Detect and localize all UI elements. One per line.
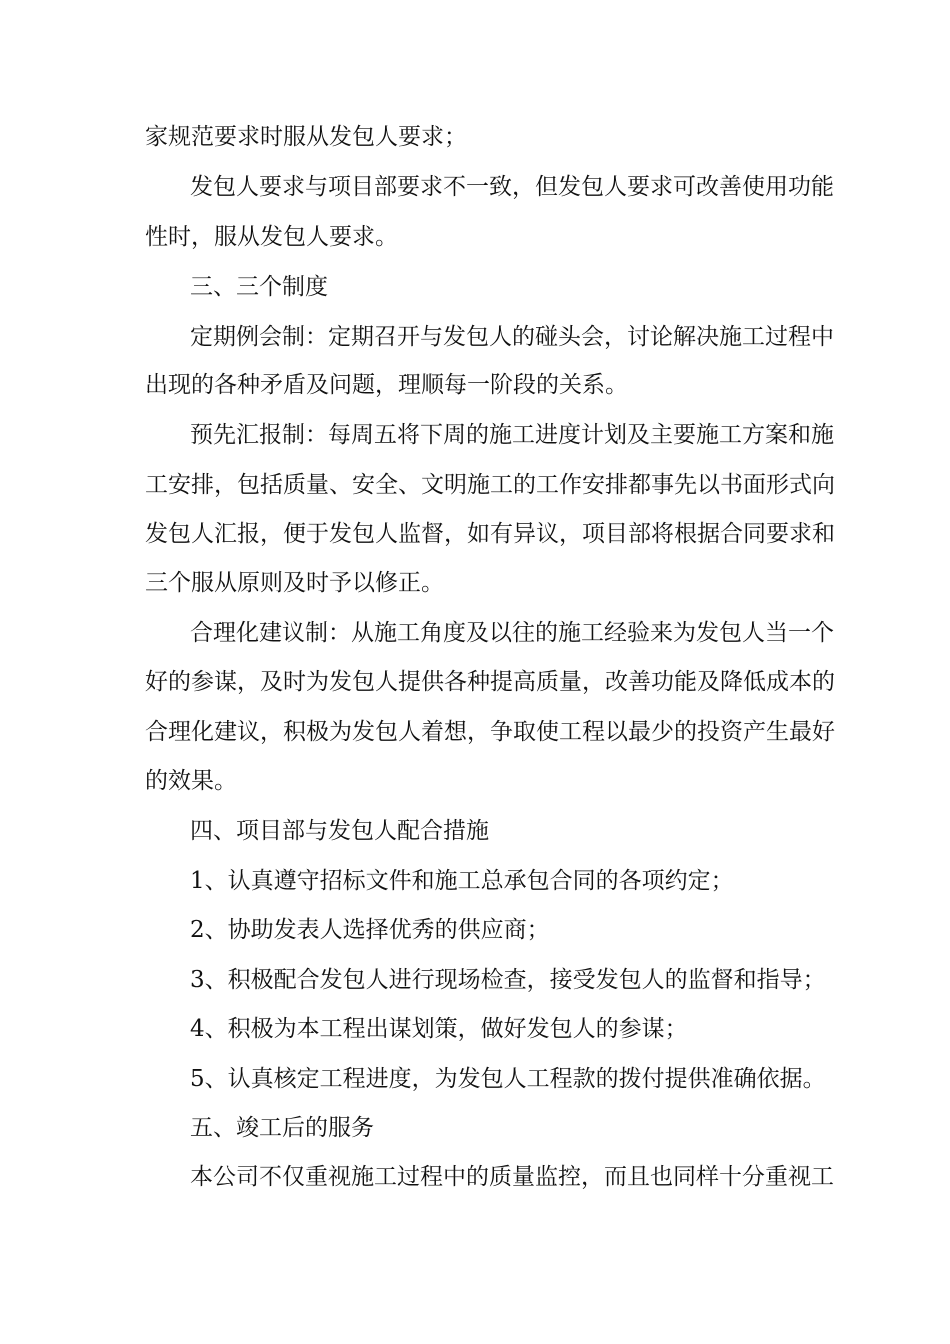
text-line: 家规范要求时服从发包人要求； xyxy=(145,124,467,150)
paragraph-start: 发包人要求与项目部要求不一致，但发包人要求可改善使用功能 xyxy=(190,174,834,200)
text-line: 出现的各种矛盾及问题，理顺每一阶段的关系。 xyxy=(145,372,628,398)
text-line: 性时，服从发包人要求。 xyxy=(145,224,398,250)
text-line: 的效果。 xyxy=(145,768,237,794)
text-line: 发包人汇报，便于发包人监督，如有异议，项目部将根据合同要求和 xyxy=(145,521,835,547)
list-item: 2、协助发表人选择优秀的供应商； xyxy=(190,917,550,943)
text-line: 好的参谋，及时为发包人提供各种提高质量，改善功能及降低成本的 xyxy=(145,669,835,695)
section-heading: 五、竣工后的服务 xyxy=(190,1115,374,1141)
section-heading: 三、三个制度 xyxy=(190,274,328,300)
paragraph-start: 合理化建议制：从施工角度及以往的施工经验来为发包人当一个 xyxy=(190,620,834,646)
paragraph-start: 定期例会制：定期召开与发包人的碰头会，讨论解决施工过程中 xyxy=(190,324,834,350)
list-item: 3、积极配合发包人进行现场检查，接受发包人的监督和指导； xyxy=(190,967,826,993)
text-line: 合理化建议，积极为发包人着想，争取使工程以最少的投资产生最好 xyxy=(145,719,835,745)
paragraph-start: 本公司不仅重视施工过程中的质量监控，而且也同样十分重视工 xyxy=(190,1164,834,1190)
list-item: 1、认真遵守招标文件和施工总承包合同的各项约定； xyxy=(190,868,734,894)
text-line: 工安排，包括质量、安全、文明施工的工作安排都事先以书面形式向 xyxy=(145,472,835,498)
list-item: 4、积极为本工程出谋划策，做好发包人的参谋； xyxy=(190,1016,688,1042)
paragraph-start: 预先汇报制：每周五将下周的施工进度计划及主要施工方案和施 xyxy=(190,422,834,448)
list-item: 5、认真核定工程进度，为发包人工程款的拨付提供准确依据。 xyxy=(190,1066,826,1092)
section-heading: 四、项目部与发包人配合措施 xyxy=(190,818,489,844)
text-line: 三个服从原则及时予以修正。 xyxy=(145,570,444,596)
